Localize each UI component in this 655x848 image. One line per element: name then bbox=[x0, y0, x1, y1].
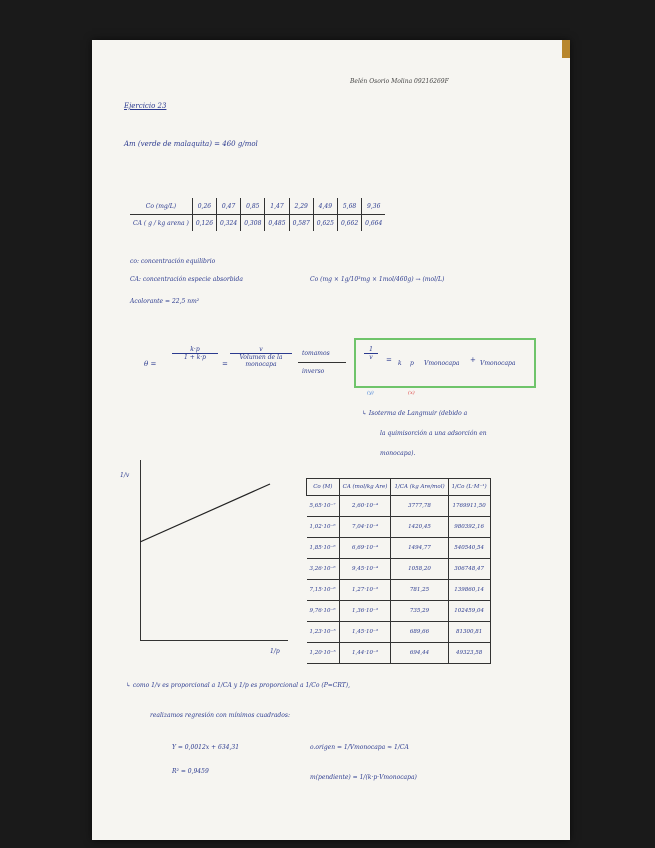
table-row bbox=[307, 601, 491, 622]
co-cell: 0,85 bbox=[241, 198, 265, 215]
table-cell: 1420,45 bbox=[391, 517, 448, 538]
theta-symbol: θ = bbox=[144, 360, 157, 368]
table-cell: 1,36·10⁻³ bbox=[339, 601, 391, 622]
fraction-numerator: k·p bbox=[172, 346, 218, 354]
fraction-denominator: v bbox=[369, 354, 373, 361]
co-cell: 0,26 bbox=[192, 198, 216, 215]
def-co: co: concentración equilibrio bbox=[130, 258, 216, 265]
table-row bbox=[307, 643, 491, 664]
table-cell: 102459,04 bbox=[448, 601, 490, 622]
ca-cell: 0,485 bbox=[265, 215, 289, 232]
isotherm-note-2: la quimisorción a una adsorción en bbox=[380, 430, 487, 437]
co-cell: 4,49 bbox=[313, 198, 337, 215]
arrow-line bbox=[298, 362, 346, 363]
table-cell: 6,69·10⁻⁴ bbox=[339, 538, 391, 559]
table-cell: 540540,54 bbox=[448, 538, 490, 559]
graph-x-axis bbox=[140, 640, 288, 641]
concentration-table bbox=[130, 198, 385, 231]
p-symbol: p bbox=[410, 360, 414, 367]
plus-sign: + bbox=[470, 356, 476, 364]
table-cell: 9,45·10⁻⁴ bbox=[339, 559, 391, 580]
table-cell: 689,66 bbox=[391, 622, 448, 643]
co-cell: 0,47 bbox=[217, 198, 241, 215]
graph-y-label: 1/v bbox=[120, 472, 130, 479]
fraction-numerator: v bbox=[230, 346, 292, 354]
ca-cell: 0,664 bbox=[362, 215, 386, 232]
tomamos-label: tomamos bbox=[302, 350, 330, 357]
isotherm-note-3: monocapa). bbox=[380, 450, 416, 457]
table-cell: 3777,78 bbox=[391, 496, 448, 517]
table-cell: 1494,77 bbox=[391, 538, 448, 559]
fraction-numerator: 1 bbox=[364, 346, 378, 354]
table-cell: 306748,47 bbox=[448, 559, 490, 580]
fraction-denominator: Volumen de la monocapa bbox=[239, 354, 283, 368]
col-header-inv-co: 1/Co (L·M⁻¹) bbox=[448, 479, 490, 496]
table-cell: 1,45·10⁻³ bbox=[339, 622, 391, 643]
transformed-data-table bbox=[306, 478, 491, 664]
table-cell: 1058,20 bbox=[391, 559, 448, 580]
intercept-note: o.origen = 1/Vmonocapa ≈ 1/CA bbox=[310, 744, 409, 751]
fraction-denominator: 1 + k·p bbox=[183, 354, 207, 361]
proportionality-note: ↳ como 1/v es proporcional a 1/CA y 1/p es proporcional a 1/Co (P=CRT), bbox=[126, 682, 351, 689]
table-row bbox=[307, 559, 491, 580]
def-ca: CA: concentración especie absorbida bbox=[130, 276, 243, 283]
co-cell: 2,29 bbox=[289, 198, 313, 215]
table-cell: 694,44 bbox=[391, 643, 448, 664]
ca-cell: 0,587 bbox=[289, 215, 313, 232]
table-row bbox=[307, 622, 491, 643]
graph-x-label: 1/p bbox=[270, 648, 280, 655]
author-name: Belén Osorio Molina 09216269F bbox=[350, 78, 449, 85]
binder-clip bbox=[562, 40, 570, 58]
table-row bbox=[307, 496, 491, 517]
col-header-ca: CA (mol/kg Are) bbox=[339, 479, 391, 496]
notebook-page bbox=[92, 40, 570, 840]
table-cell: 7,04·10⁻⁴ bbox=[339, 517, 391, 538]
unit-conversion: Co (mg × 1g/10³mg × 1mol/460g) → (mol/L) bbox=[310, 276, 445, 283]
regression-equation: Y = 0,0012x + 634,31 bbox=[172, 744, 240, 751]
table-cell: 735,29 bbox=[391, 601, 448, 622]
slope-note: m(pendiente) = 1/(k·p·Vmonocapa) bbox=[310, 774, 417, 781]
co-cell: 5,68 bbox=[337, 198, 361, 215]
table-cell: 1,27·10⁻³ bbox=[339, 580, 391, 601]
col-header-inv-ca: 1/CA (kg Are/mol) bbox=[391, 479, 448, 496]
table-cell: 1,85·10⁻⁶ bbox=[307, 538, 340, 559]
equals-sign: = bbox=[386, 356, 392, 364]
table-cell: 3,26·10⁻⁶ bbox=[307, 559, 340, 580]
ca-cell: 0,625 bbox=[313, 215, 337, 232]
row-label-ca: CA ( g / kg arena ) bbox=[133, 219, 189, 227]
inverso-label: inverso bbox=[302, 368, 325, 375]
table-cell: 1,44·10⁻³ bbox=[339, 643, 391, 664]
table-cell: 7,15·10⁻⁶ bbox=[307, 580, 340, 601]
col-header-co: Co (M) bbox=[307, 479, 340, 496]
ca-cell: 0,324 bbox=[217, 215, 241, 232]
table-cell: 2,60·10⁻⁴ bbox=[339, 496, 391, 517]
table-cell: 1,23·10⁻⁵ bbox=[307, 622, 340, 643]
k-symbol: k bbox=[398, 360, 402, 367]
x-label: (x) bbox=[408, 390, 415, 396]
table-cell: 1769911,50 bbox=[448, 496, 490, 517]
co-cell: 9,36 bbox=[362, 198, 386, 215]
r-squared: R² = 0,9459 bbox=[172, 768, 209, 775]
isotherm-note-1: ↳ Isoterma de Langmuir (debido a bbox=[362, 410, 468, 417]
table-cell: 781,25 bbox=[391, 580, 448, 601]
table-cell: 980392,16 bbox=[448, 517, 490, 538]
dye-area: Acolorante = 22,5 nm² bbox=[130, 298, 200, 305]
molar-mass-note: Am (verde de malaquita) = 460 g/mol bbox=[124, 140, 258, 148]
ca-cell: 0,126 bbox=[192, 215, 216, 232]
langmuir-fraction bbox=[172, 346, 218, 361]
table-row bbox=[307, 580, 491, 601]
exercise-title: Ejercicio 23 bbox=[124, 102, 167, 110]
table-cell: 9,76·10⁻⁶ bbox=[307, 601, 340, 622]
vmonocapa-term: Vmonocapa bbox=[424, 360, 460, 367]
table-cell: 1,02·10⁻⁶ bbox=[307, 517, 340, 538]
table-cell: 5,65·10⁻⁷ bbox=[307, 496, 340, 517]
vmonocapa-term: Vmonocapa bbox=[480, 360, 516, 367]
table-cell: 1,20·10⁻⁵ bbox=[307, 643, 340, 664]
table-row bbox=[307, 517, 491, 538]
y-label: (y) bbox=[367, 390, 374, 396]
co-cell: 1,47 bbox=[265, 198, 289, 215]
regression-line bbox=[140, 470, 280, 550]
table-cell: 139860,14 bbox=[448, 580, 490, 601]
volume-fraction bbox=[230, 346, 292, 368]
table-cell: 49323,58 bbox=[448, 643, 490, 664]
table-cell: 81300,81 bbox=[448, 622, 490, 643]
equals-sign: = bbox=[222, 360, 228, 368]
inverse-v bbox=[364, 346, 378, 361]
row-label-co: Co (mg/L) bbox=[130, 198, 192, 215]
ca-cell: 0,662 bbox=[337, 215, 361, 232]
regression-note: realizamos regresión con mínimos cuadrados: bbox=[150, 712, 290, 719]
table-row bbox=[307, 538, 491, 559]
ca-cell: 0,308 bbox=[241, 215, 265, 232]
